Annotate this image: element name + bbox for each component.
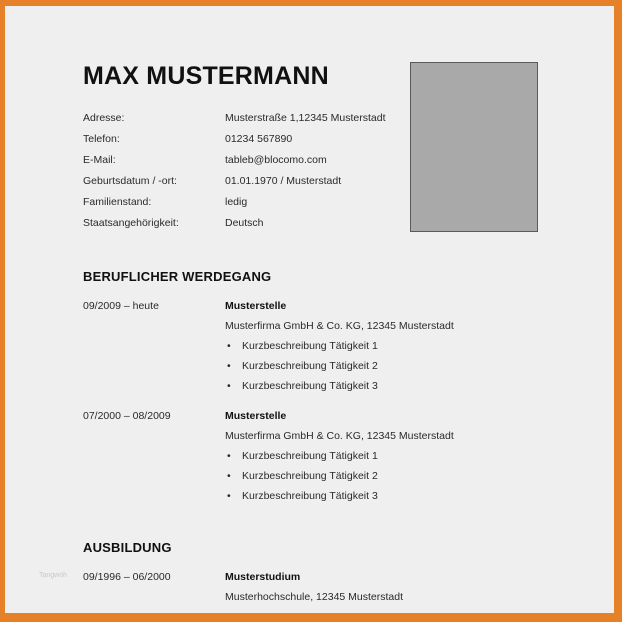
task-list (225, 340, 454, 400)
info-label: E-Mail: (83, 154, 116, 166)
task-text: Kurzbeschreibung Tätigkeit 2 (242, 470, 378, 482)
entry-position: Musterstelle (225, 410, 287, 422)
info-label: Staatsangehörigkeit: (83, 217, 179, 229)
entry-period: 07/2000 – 08/2009 (83, 410, 171, 422)
entry-period: 09/2009 – heute (83, 300, 159, 312)
task-text: Kurzbeschreibung Tätigkeit 3 (242, 490, 378, 502)
bullet-icon: • (227, 450, 231, 462)
task-list (225, 450, 454, 510)
bullet-icon: • (227, 490, 231, 502)
resume-page (5, 6, 614, 613)
entry-body (225, 410, 454, 510)
info-value: 01234 567890 (225, 133, 293, 145)
task-text: Kurzbeschreibung Tätigkeit 3 (242, 380, 378, 392)
info-value: 01.01.1970 / Musterstadt (225, 175, 342, 187)
entry-school: Musterhochschule, 12345 Musterstadt (225, 591, 404, 603)
task-text: Kurzbeschreibung Tätigkeit 2 (242, 360, 378, 372)
bullet-icon: • (227, 470, 231, 482)
task-text: Kurzbeschreibung Tätigkeit 1 (242, 450, 378, 462)
entry-body (225, 300, 454, 400)
list-item (225, 490, 454, 510)
watermark-text: Tangwoh (39, 572, 68, 579)
entry-body (225, 571, 403, 611)
bullet-icon: • (227, 380, 231, 392)
bullet-icon: • (227, 340, 231, 352)
info-label: Familienstand: (83, 196, 152, 208)
applicant-name: MAX MUSTERMANN (83, 62, 329, 90)
info-value: Deutsch (225, 217, 264, 229)
entry-degree: Musterstudium (225, 571, 301, 583)
entry-company: Musterfirma GmbH & Co. KG, 12345 Musterstadt (225, 320, 454, 332)
info-value: Musterstraße 1,12345 Musterstadt (225, 112, 386, 124)
list-item (225, 360, 454, 380)
photo-placeholder (410, 62, 538, 232)
info-value: tableb@blocomo.com (225, 154, 327, 166)
list-item (225, 470, 454, 490)
info-value: ledig (225, 196, 248, 208)
task-text: Kurzbeschreibung Tätigkeit 1 (242, 340, 378, 352)
section-title-education: AUSBILDUNG (83, 540, 172, 555)
list-item (225, 340, 454, 360)
info-label: Telefon: (83, 133, 120, 145)
info-label: Adresse: (83, 112, 125, 124)
section-title-career: BERUFLICHER WERDEGANG (83, 269, 272, 284)
entry-company: Musterfirma GmbH & Co. KG, 12345 Musterstadt (225, 430, 454, 442)
entry-period: 09/1996 – 06/2000 (83, 571, 171, 583)
bullet-icon: • (227, 360, 231, 372)
list-item (225, 450, 454, 470)
info-label: Geburtsdatum / -ort: (83, 175, 177, 187)
list-item (225, 380, 454, 400)
entry-position: Musterstelle (225, 300, 287, 312)
